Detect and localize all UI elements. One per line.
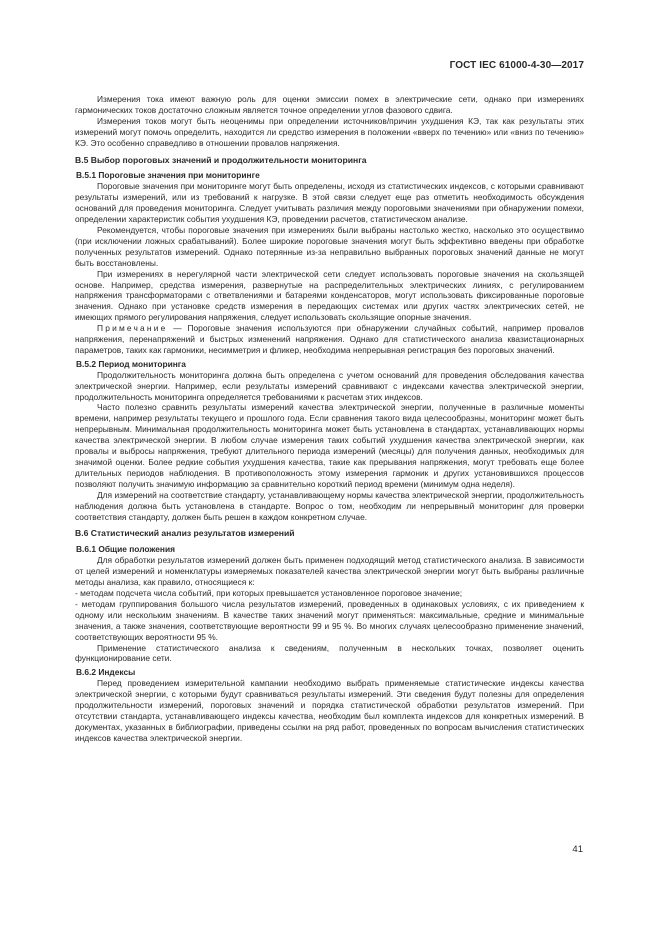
note-paragraph (75, 323, 584, 356)
section-heading-b5: B.5 Выбор пороговых значений и продолжительности мониторинга (75, 154, 367, 165)
subsection-heading-b5-2: B.5.2 Период мониторинга (76, 358, 186, 369)
note-label: Примечание (97, 323, 168, 334)
paragraph: Для измерений на соответствие стандарту, устанавливающему нормы качества электрической энергии, продолжительность наблюдения должна быть установлена в стандарте. Вопрос о том, необходим ли непрерывный мониторинг для проверки соответствия стандарту, должен быть решен в каждом конкретном случае. (75, 489, 584, 522)
subsection-heading-b6-1: B.6.1 Общие положения (76, 544, 175, 555)
page-number: 41 (572, 844, 583, 855)
paragraph: Рекомендуется, чтобы пороговые значения при измерениях были выбраны настолько жестко, насколько это осуществимо (при исключении ложных срабатываний). Более широкие пороговые значения могут быть эффективно введены при обработке полученных результатов измерений. Однако потерянные из-за неправильно выбранных пороговых значений данные не могут быть восстановлены. (75, 224, 584, 268)
list-item: - методам подсчета числа событий, при которых превышается установленное пороговое значение; (75, 587, 463, 598)
standard-designation: ГОСТ IEC 61000-4-30—2017 (449, 60, 584, 71)
list-item: - методам группирования большого числа результатов измерений, проведенных в одинаковых условиях, с их приведением к одному или нескольким значениям. В качестве таких значений могут применяться: максимальные, средние и минимальные значения, а также значения, соответствующие вероятности 99 и 95 %. Во многих случаях целесообразно применение значений, соответствующих вероятности 95 %. (75, 598, 584, 642)
paragraph: Продолжительность мониторинга должна быть определена с учетом оснований для проведения обследования качества электрической энергии. Например, если результаты измерений сравнивают с индексами качества электрической энергии, продолжительность мониторинга определяется требованиями к расчетам этих индексов. (75, 369, 584, 402)
paragraph: Применение статистического анализа к сведениям, полученным в нескольких точках, позволяет оценить функционирование сети. (75, 642, 584, 664)
document-body (75, 94, 584, 744)
section-heading-b6: B.6 Статистический анализ результатов измерений (75, 528, 295, 539)
paragraph: Измерения тока имеют важную роль для оценки эмиссии помех в электрические сети, однако при измерениях гармонических токов достаточно сложным является точное определении углов фазового сдвига. (75, 94, 584, 115)
paragraph: Для обработки результатов измерений должен быть применен подходящий метод статистического анализа. В зависимости от целей измерений и номенклатуры измеряемых показателей качества электрической энергии могут быть выбраны различные методы анализа, как правило, относящиеся к: (75, 555, 584, 588)
paragraph: При измерениях в нерегулярной части электрической сети следует использовать пороговые значения на скользящей основе. Например, средства измерения, развернутые на распределительных электрических линиях, с регулированием напряжения трансформаторами с ответвлениями и батареями конденсаторов, могут использовать фиксированные пороговые значения. Однако при установке средств измерения в передающих системах или других частях электрических сетей, не имеющих прямого регулирования напряжения, следует использовать скользящие опорные значения. (75, 268, 584, 323)
subsection-heading-b6-2: B.6.2 Индексы (76, 667, 136, 678)
note-text: — Пороговые значения используются при обнаружении случайных событий, например провалов напряжения, перенапряжений и быстрых изменений напряжения. Однако для статистического анализа квазистационарных параметров, таких как гармоники, несимметрия и фликер, необходима непрерывная регистрация без пороговых значений. (75, 323, 584, 355)
subsection-heading-b5-1: B.5.1 Пороговые значения при мониторинге (76, 170, 260, 181)
paragraph: Измерения токов могут быть неоценимы при определении источников/причин ухудшения КЭ, так как результаты этих измерений могут помочь определить, находится ли средство измерения в положении «вверх по течению» или «вниз по течению» КЭ. Это особенно справедливо в отношении провалов напряжения. (75, 115, 584, 148)
paragraph: Пороговые значения при мониторинге могут быть определены, исходя из статистических индексов, с которыми сравнивают результаты измерений, или из требований к нагрузке. В этой связи следует еще раз отметить необходимость обсуждения оснований для проведения мониторинга. Следует учитывать различия между пороговыми значениями при обнаружении помехи, определении характеристик события ухудшения КЭ, проведении расчетов, статистическом анализе. (75, 181, 584, 225)
paragraph: Перед проведением измерительной кампании необходимо выбрать применяемые статистические индексы качества электрической энергии, с которыми будут сравниваться результаты измерений. Эти сведения будут полезны для определения продолжительности измерений, пороговых значений и порядка статистической обработки результатов измерений. При отсутствии стандарта, устанавливающего индексы качества, необходим был комплекта индексов для конкретных измерений. В документах, указанных в библиографии, приведены ссылки на ряд работ, проведенных по вопросам вычисления статистических индексов качества электрической энергии. (75, 678, 584, 743)
paragraph: Часто полезно сравнить результаты измерений качества электрической энергии, полученные в различные моменты времени, например результаты текущего и прошлого года. Если сравнения такого вида целесообразны, мониторинг может быть непрерывным. Минимальная продолжительность мониторинга может быть установлена в стандартах, устанавливающих нормы качества электрической энергии. В любом случае измерения таких событий ухудшения качества электрической энергии, как провалы и выбросы напряжения, требуют длительного периода измерений (месяцы) для получения данных, необходимых для значимой оценки. Более редкие события ухудшения качества, такие как прерывания напряжения, могут требовать еще более длительных периодов наблюдения. В противоположность этому измерения гармоник и других установившихся процессов позволяют получить значимую информацию за сравнительно короткий период времени (минимум одна неделя). (75, 402, 584, 489)
